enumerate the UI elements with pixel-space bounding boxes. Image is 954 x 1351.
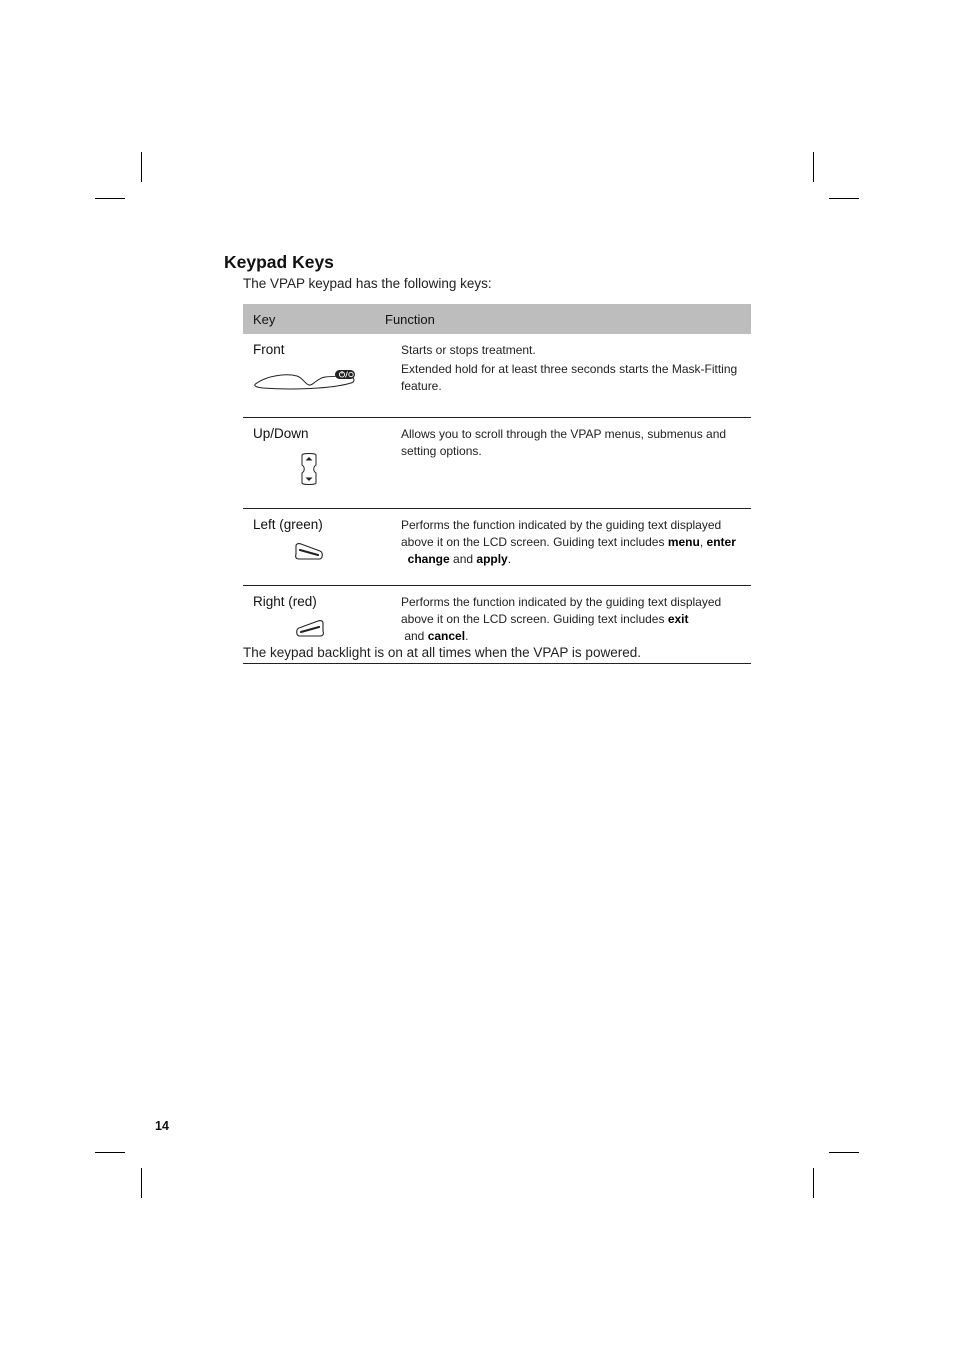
up-down-key-icon — [298, 452, 320, 486]
guide-text-cancel: cancel — [427, 629, 466, 643]
intro-text: The VPAP keypad has the following keys: — [243, 276, 492, 291]
guide-text-enter: enter — [706, 535, 736, 549]
guide-text-apply: apply — [476, 552, 508, 566]
crop-mark-top-left-vertical — [141, 152, 142, 182]
function-text-front-1: Starts or stops treatment. — [401, 343, 536, 357]
function-text-front-2: Extended hold for at least three seconds starts the Mask-Fitting feature. — [401, 362, 738, 393]
page-number: 14 — [155, 1119, 169, 1133]
function-text-left: Performs the function indicated by the guiding text displayed above it on the LCD screen. Guiding text includes menu, enter change and apply. — [401, 518, 736, 566]
guide-text-change: change — [407, 552, 450, 566]
left-key-icon — [293, 542, 325, 562]
front-key-icon — [251, 368, 359, 392]
function-text-up-down: Allows you to scroll through the VPAP menus, submenus and setting options. — [401, 427, 727, 458]
key-name-right: Right (red) — [253, 594, 317, 609]
function-text-right: Performs the function indicated by the guiding text displayed above it on the LCD screen. Guiding text includes exit and cancel. — [401, 595, 722, 643]
keypad-keys-table — [243, 304, 751, 664]
section-heading: Keypad Keys — [224, 252, 334, 272]
crop-mark-top-left-horizontal — [95, 198, 125, 199]
footer-note: The keypad backlight is on at all times when the VPAP is powered. — [243, 645, 641, 660]
table-header-row — [243, 304, 751, 334]
key-name-up-down: Up/Down — [253, 426, 309, 441]
crop-mark-bottom-left-horizontal — [95, 1152, 125, 1153]
table-row — [243, 334, 751, 418]
right-key-icon — [294, 619, 326, 639]
table-row — [243, 418, 751, 509]
guide-text-exit: exit — [667, 612, 689, 626]
guide-text-menu: menu — [667, 535, 700, 549]
key-name-front: Front — [253, 342, 285, 357]
crop-mark-bottom-left-vertical — [141, 1168, 142, 1198]
header-key: Key — [243, 304, 385, 334]
crop-mark-bottom-right-horizontal — [829, 1152, 859, 1153]
table-row — [243, 509, 751, 586]
header-function: Function — [385, 304, 751, 334]
key-name-left: Left (green) — [253, 517, 323, 532]
crop-mark-bottom-right-vertical — [813, 1168, 814, 1198]
crop-mark-top-right-horizontal — [829, 198, 859, 199]
crop-mark-top-right-vertical — [813, 152, 814, 182]
